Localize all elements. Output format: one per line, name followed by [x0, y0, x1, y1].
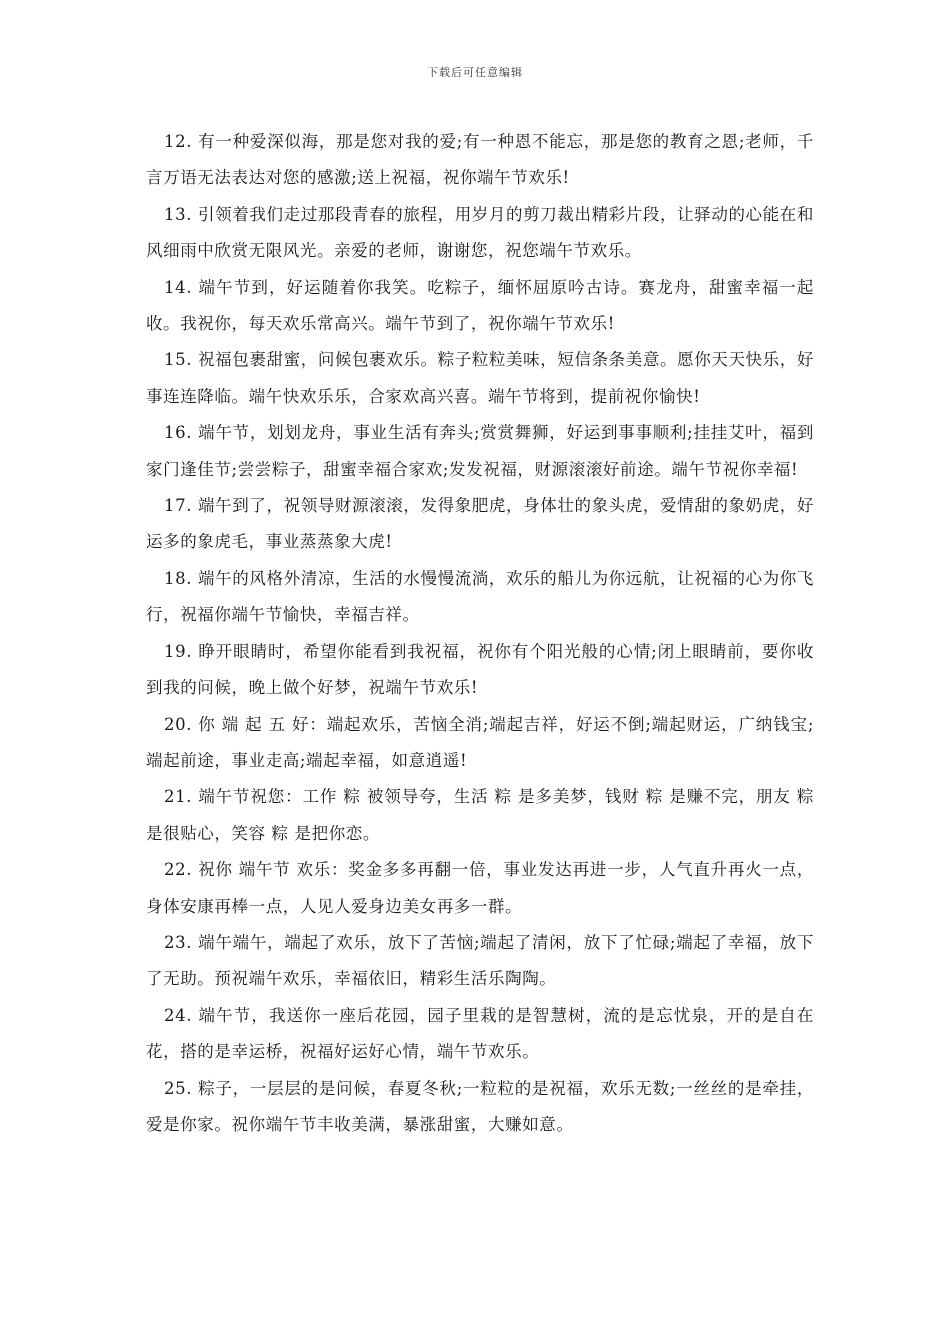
paragraph-number: 14.	[164, 277, 193, 297]
paragraph-number: 18.	[164, 568, 193, 588]
paragraph-number: 22.	[164, 860, 193, 880]
paragraph-number: 23.	[164, 932, 193, 952]
paragraph	[146, 925, 814, 998]
paragraph	[146, 634, 814, 707]
paragraph-number: 21.	[164, 787, 193, 807]
paragraph-text: 祝福包裹甜蜜，问候包裹欢乐。粽子粒粒美味，短信条条美意。愿你天天快乐，好事连连降临。端午快欢乐乐，合家欢高兴喜。端午节将到，提前祝你愉快!	[146, 350, 814, 406]
paragraph-number: 15.	[164, 350, 193, 370]
paragraph	[146, 779, 814, 852]
paragraph	[146, 197, 814, 270]
paragraph	[146, 561, 814, 634]
paragraph-text: 睁开眼睛时，希望你能看到我祝福，祝你有个阳光般的心情;闭上眼睛前，要你收到我的问候，晚上做个好梦，祝端午节欢乐!	[146, 641, 814, 698]
paragraph-number: 20.	[164, 714, 193, 734]
paragraph-text: 端午节到，好运随着你我笑。吃粽子，缅怀屈原吟古诗。赛龙舟，甜蜜幸福一起收。我祝你，每天欢乐常高兴。端午节到了，祝你端午节欢乐!	[146, 277, 814, 334]
paragraph-text: 粽子，一层层的是问候，春夏冬秋;一粒粒的是祝福，欢乐无数;一丝丝的是牵挂，爱是你家。祝你端午节丰收美满，暴涨甜蜜，大赚如意。	[146, 1078, 814, 1134]
paragraph-number: 13.	[164, 204, 193, 224]
paragraph-number: 25.	[164, 1078, 193, 1098]
paragraph	[146, 852, 814, 925]
paragraph-text: 引领着我们走过那段青春的旅程，用岁月的剪刀裁出精彩片段，让驿动的心能在和风细雨中欣赏无限风光。亲爱的老师，谢谢您，祝您端午节欢乐。	[146, 204, 814, 261]
paragraph	[146, 1071, 814, 1144]
paragraph	[146, 415, 814, 488]
document-body	[146, 124, 814, 1143]
paragraph-number: 12.	[164, 132, 193, 151]
paragraph-number: 19.	[164, 641, 193, 661]
paragraph-text: 端午的风格外清凉，生活的水慢慢流淌，欢乐的船儿为你远航，让祝福的心为你飞行，祝福你端午节愉快，幸福吉祥。	[146, 568, 814, 625]
paragraph	[146, 998, 814, 1071]
paragraph-text: 端午节，我送你一座后花园，园子里栽的是智慧树，流的是忘忧泉，开的是自在花，搭的是幸运桥，祝福好运好心情，端午节欢乐。	[146, 1005, 814, 1062]
paragraph-text: 端午节，划划龙舟，事业生活有奔头;赏赏舞狮，好运到事事顺利;挂挂艾叶，福到家门逢佳节;尝尝粽子，甜蜜幸福合家欢;发发祝福，财源滚滚好前途。端午节祝你幸福!	[146, 423, 814, 479]
paragraph-text: 端午到了，祝领导财源滚滚，发得象肥虎，身体壮的象头虎，爱情甜的象奶虎，好运多的象虎毛，事业蒸蒸象大虎!	[146, 496, 814, 552]
paragraph-text: 你 端 起 五 好：端起欢乐，苦恼全消;端起吉祥，好运不倒;端起财运，广纳钱宝;端起前途，事业走高;端起幸福，如意逍遥!	[146, 714, 814, 770]
page-header: 下载后可任意编辑	[427, 66, 523, 79]
paragraph-text: 端午端午，端起了欢乐，放下了苦恼;端起了清闲，放下了忙碌;端起了幸福，放下了无助。预祝端午欢乐，幸福依旧，精彩生活乐陶陶。	[146, 932, 814, 989]
paragraph	[146, 488, 814, 561]
paragraph-number: 17.	[164, 496, 193, 516]
paragraph	[146, 270, 814, 343]
paragraph-text: 有一种爱深似海，那是您对我的爱;有一种恩不能忘，那是您的教育之恩;老师，千言万语无法表达对您的感激;送上祝福，祝你端午节欢乐!	[146, 132, 814, 188]
paragraph	[146, 342, 814, 415]
paragraph-text: 祝你 端午节 欢乐：奖金多多再翻一倍，事业发达再进一步，人气直升再火一点，身体安康再棒一点，人见人爱身边美女再多一群。	[146, 860, 814, 916]
paragraph	[146, 707, 814, 780]
paragraph	[146, 124, 814, 197]
paragraph-number: 24.	[164, 1005, 193, 1025]
paragraph-text: 端午节祝您：工作 粽 被领导夸，生活 粽 是多美梦，钱财 粽 是赚不完，朋友 粽 是很贴心，笑容 粽 是把你恋。	[146, 787, 814, 843]
paragraph-number: 16.	[164, 423, 193, 443]
